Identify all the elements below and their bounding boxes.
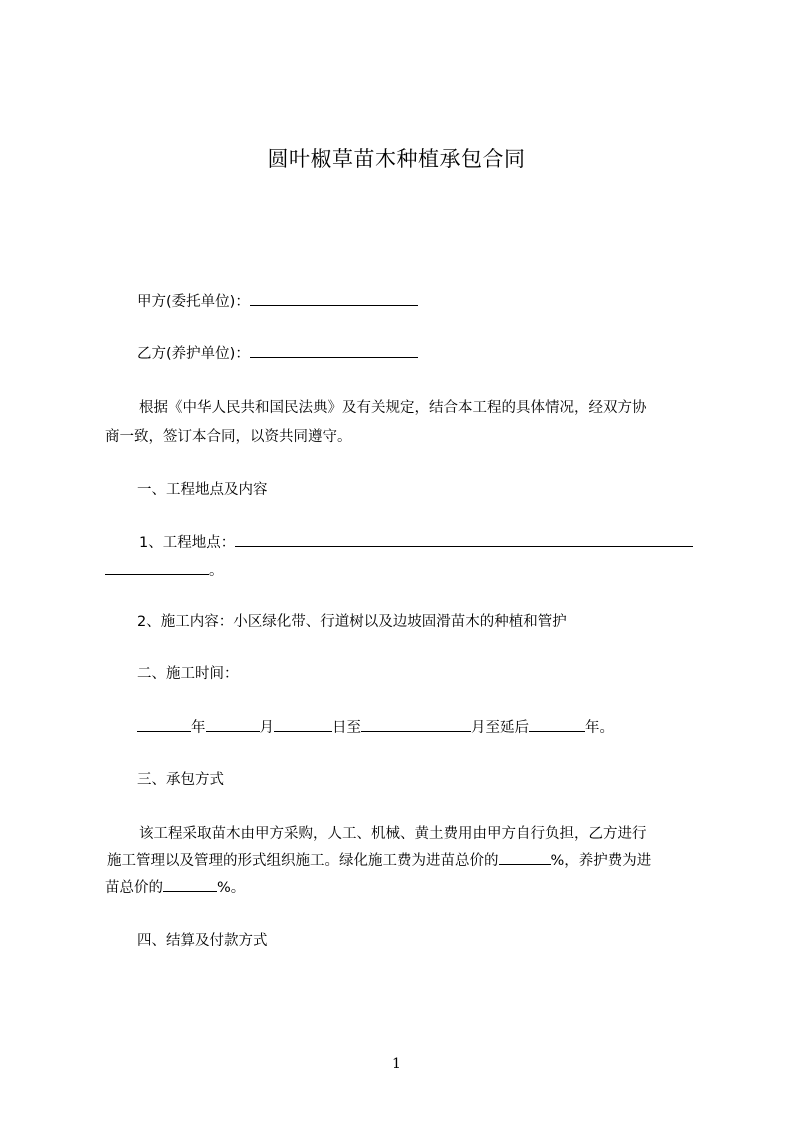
start-year-blank[interactable]	[137, 718, 191, 732]
party-a-label: 甲方(委托单位)：	[137, 294, 250, 310]
schedule-line	[137, 718, 614, 738]
start-month-blank[interactable]	[206, 718, 260, 732]
location-label: 1、工程地点：	[139, 535, 236, 551]
maintenance-fee-text: %，养护费为进	[550, 853, 652, 869]
party-b-line	[137, 344, 418, 364]
location-line	[139, 533, 693, 553]
location-blank[interactable]	[235, 533, 693, 547]
maintenance-total-text: 苗总价的	[105, 880, 163, 896]
party-b-blank[interactable]	[250, 344, 418, 358]
page-number: 1	[392, 1056, 401, 1072]
start-day-blank[interactable]	[274, 718, 332, 732]
party-b-label: 乙方(养护单位)：	[137, 346, 250, 362]
location-blank-2[interactable]	[105, 561, 209, 575]
contract-mode-line-2	[107, 851, 651, 871]
day-to-label: 日至	[332, 720, 361, 736]
construction-fee-text: 施工管理以及管理的形式组织施工。绿化施工费为进苗总价的	[107, 853, 499, 869]
intro-line-2: 商一致，签订本合同，以资共同遵守。	[105, 429, 352, 445]
percent-end: %。	[217, 880, 246, 896]
section-3-heading: 三、承包方式	[137, 772, 224, 788]
month-label: 月	[259, 720, 274, 736]
year-label: 年	[191, 720, 206, 736]
contract-mode-line-1: 该工程采取苗木由甲方采购，人工、机械、黄土费用由甲方自行负担，乙方进行	[139, 826, 647, 842]
section-4-heading: 四、结算及付款方式	[137, 933, 268, 949]
location-line-2	[105, 561, 224, 581]
delay-year-blank[interactable]	[529, 718, 585, 732]
content-line: 2、施工内容：小区绿化带、行道树以及边坡固滑苗木的种植和管护	[137, 614, 567, 630]
intro-line-1: 根据《中华人民共和国民法典》及有关规定，结合本工程的具体情况，经双方协	[139, 400, 647, 416]
contract-mode-line-3	[105, 878, 245, 898]
contract-title: 圆叶椒草苗木种植承包合同	[267, 147, 526, 171]
month-to-delay-label: 月至延后	[471, 720, 529, 736]
section-1-heading: 一、工程地点及内容	[137, 482, 268, 498]
end-blank[interactable]	[361, 718, 471, 732]
year-end-label: 年。	[585, 720, 614, 736]
construction-fee-blank[interactable]	[499, 851, 551, 865]
maintenance-fee-blank[interactable]	[163, 878, 217, 892]
section-2-heading: 二、施工时间：	[137, 666, 239, 682]
party-a-blank[interactable]	[250, 292, 418, 306]
party-a-line	[137, 292, 418, 312]
location-end: 。	[209, 563, 224, 579]
